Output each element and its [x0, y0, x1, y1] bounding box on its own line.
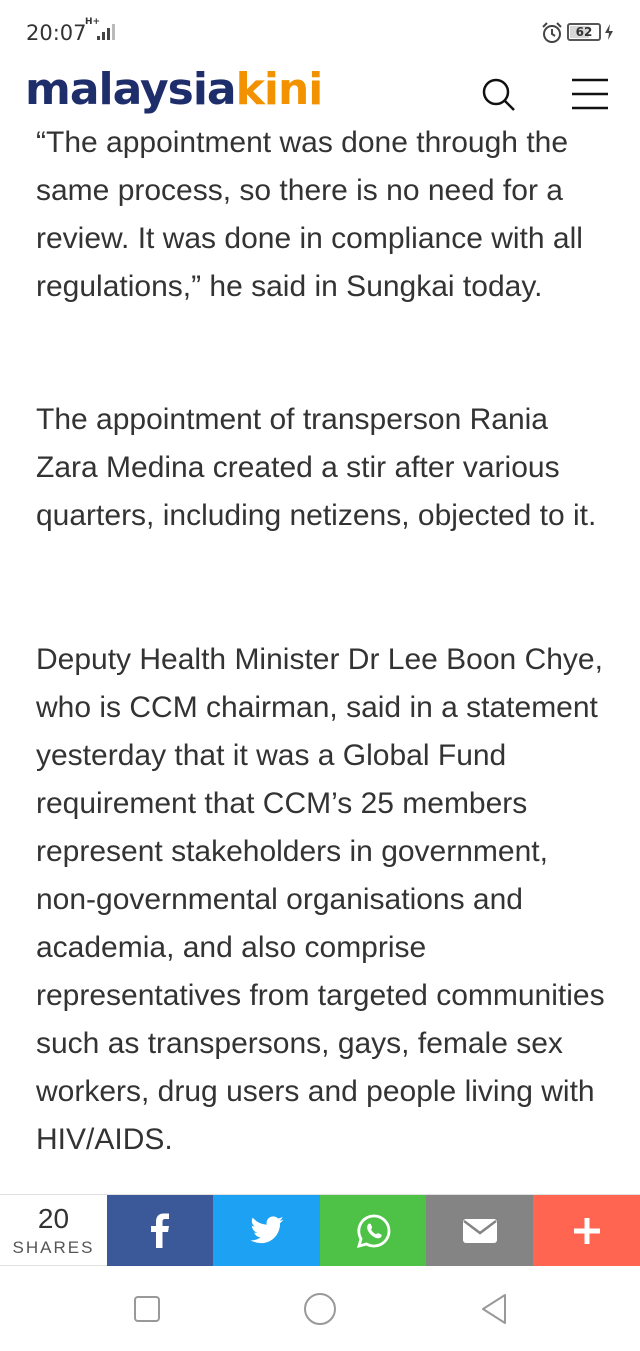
article-paragraph: The appointment of transperson Rania Zara Medina created a stir after various quarters, including netizens, objected to it.	[36, 403, 597, 532]
plus-icon	[573, 1217, 601, 1245]
recent-apps-icon[interactable]	[130, 1292, 164, 1326]
whatsapp-icon	[356, 1213, 392, 1249]
status-bar	[0, 0, 640, 64]
logo-text-accent: kini	[235, 64, 323, 115]
article-body	[0, 124, 640, 1194]
whatsapp-share-button[interactable]	[320, 1195, 427, 1267]
facebook-icon	[148, 1213, 174, 1249]
menu-icon[interactable]	[567, 74, 613, 114]
email-share-button[interactable]	[426, 1195, 533, 1267]
share-count-number: 20	[37, 1203, 70, 1234]
battery-icon	[567, 23, 601, 41]
twitter-icon	[249, 1216, 285, 1246]
share-count-label: SHARES	[12, 1238, 95, 1257]
alarm-icon	[541, 22, 563, 44]
site-header	[0, 64, 640, 124]
logo-text-primary: malaysia	[25, 64, 236, 115]
back-icon[interactable]	[477, 1292, 511, 1326]
site-logo[interactable]	[25, 64, 322, 115]
home-icon[interactable]	[303, 1292, 337, 1326]
email-icon	[462, 1218, 498, 1244]
share-count	[0, 1195, 107, 1267]
more-share-button[interactable]	[533, 1195, 640, 1267]
battery-level: 62	[575, 25, 593, 39]
share-bar	[0, 1194, 640, 1266]
status-time: 20:07	[26, 21, 87, 45]
signal-icon	[93, 23, 117, 41]
network-type: H+	[85, 17, 101, 27]
charging-icon	[603, 23, 615, 41]
article-paragraph: Deputy Health Minister Dr Lee Boon Chye, who is CCM chairman, said in a statement yesterday that it was a Global Fund requirement that CCM’s 25 members represent stakeholders in government, non-governmental organisations and academia, and also comprise representatives from targeted communities such as transpersons, gays, female sex workers, drug users and people living with HIV/AIDS.	[36, 643, 605, 1156]
system-nav-bar	[0, 1266, 640, 1351]
search-icon[interactable]	[478, 74, 518, 114]
facebook-share-button[interactable]	[107, 1195, 214, 1267]
article-paragraph: “The appointment was done through the same process, so there is no need for a review. It was done in compliance with all regulations,” he said in Sungkai today.	[36, 126, 583, 303]
twitter-share-button[interactable]	[213, 1195, 320, 1267]
